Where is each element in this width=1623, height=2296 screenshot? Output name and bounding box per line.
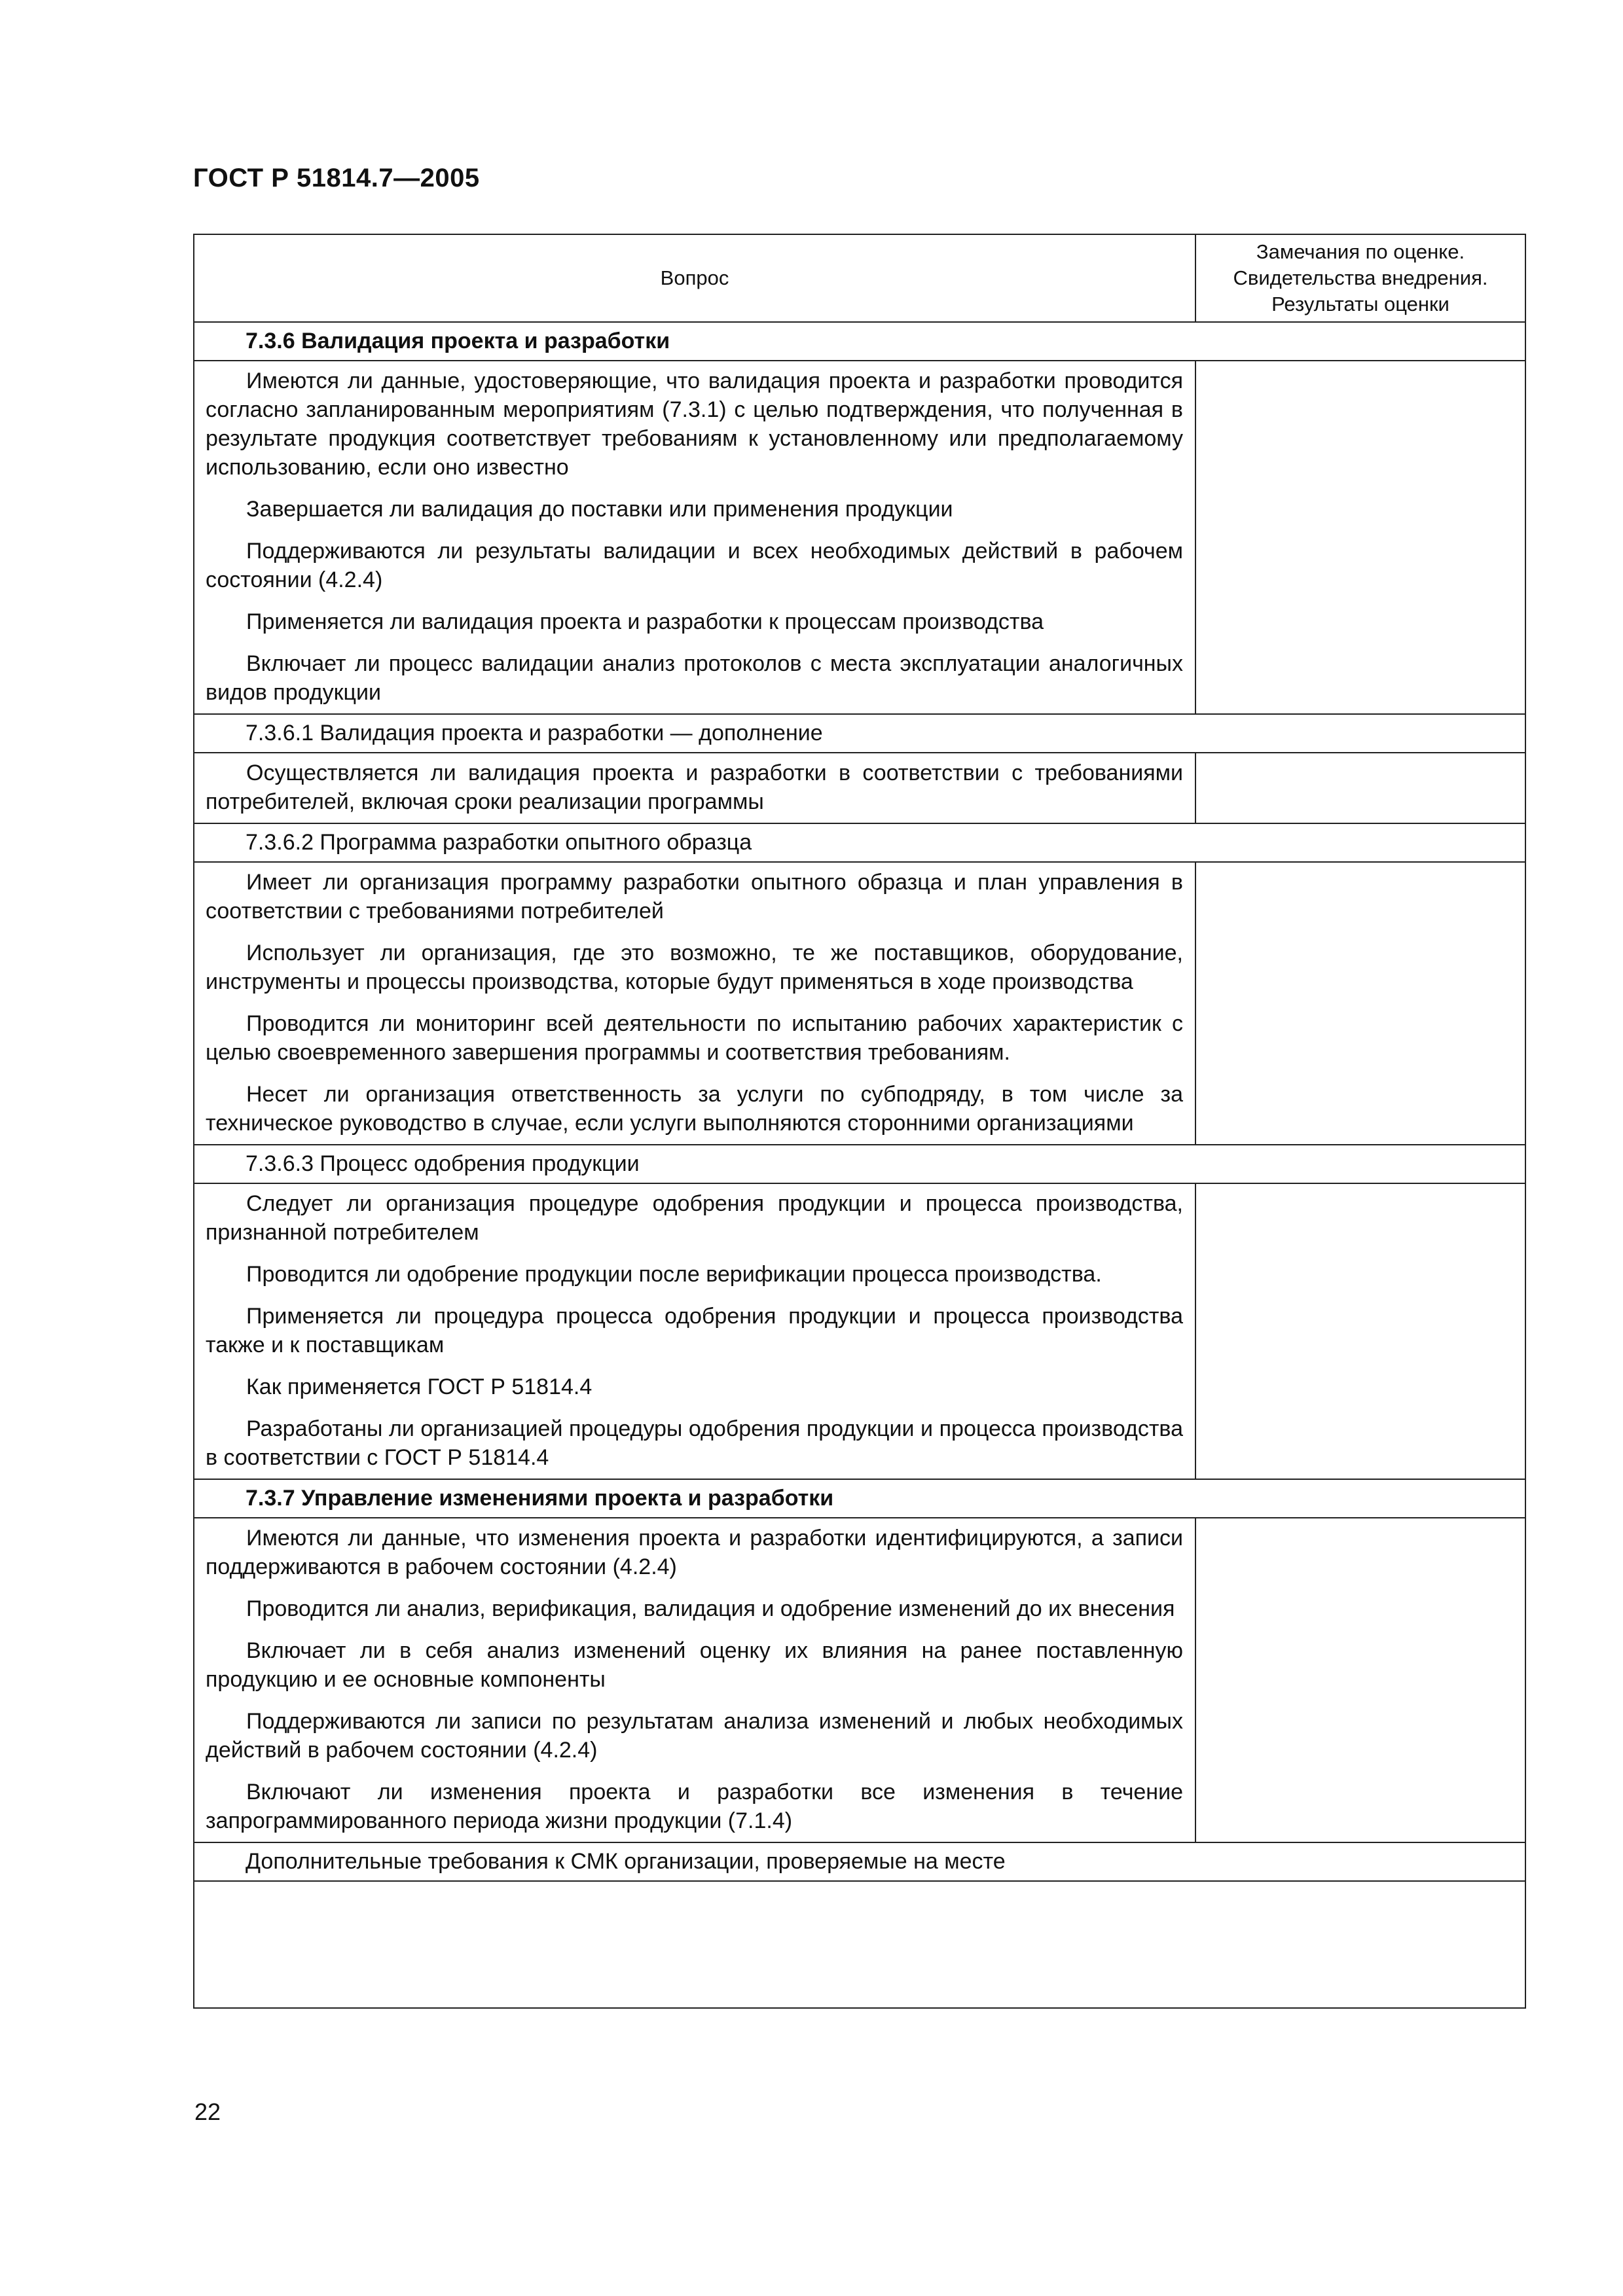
section-heading: 7.3.6.2 Программа разработки опытного образца	[194, 823, 1525, 862]
questions-cell	[194, 862, 1195, 1145]
notes-header-line: Замечания по оценке.	[1256, 240, 1465, 263]
section-heading: 7.3.7 Управление изменениями проекта и разработки	[194, 1479, 1525, 1518]
checklist-table	[193, 234, 1526, 2009]
question-item: Поддерживаются ли записи по результатам анализа изменений и любых необходимых действий в рабочем состоянии (4.2.4)	[206, 1709, 1183, 1763]
page-number: 22	[194, 2098, 221, 2125]
question-item: Проводится ли анализ, верификация, валидация и одобрение изменений до их внесения	[246, 1596, 1175, 1621]
notes-cell[interactable]	[1195, 753, 1525, 823]
additional-requirements-heading: Дополнительные требования к СМК организации, проверяемые на месте	[194, 1842, 1525, 1881]
questions-cell	[194, 753, 1195, 823]
column-header-question: Вопрос	[194, 234, 1195, 322]
additional-requirements-row	[194, 1842, 1525, 1881]
blank-entry-cell[interactable]	[194, 1881, 1525, 2008]
question-item: Использует ли организация, где это возможно, те же поставщиков, оборудование, инструменты и процессы производства, которые будут применяться в ходе производства	[206, 941, 1183, 994]
blank-row	[194, 1881, 1525, 2008]
question-item: Поддерживаются ли результаты валидации и всех необходимых действий в рабочем состоянии (4.2.4)	[206, 539, 1183, 592]
question-item: Осуществляется ли валидация проекта и разработки в соответствии с требованиями потребителей, включая сроки реализации программы	[206, 761, 1183, 814]
table-header-row	[194, 234, 1525, 322]
question-item: Применяется ли валидация проекта и разработки к процессам производства	[246, 609, 1044, 634]
column-header-notes	[1195, 234, 1525, 322]
notes-header-line: Свидетельства внедрения.	[1233, 266, 1488, 289]
notes-header-line: Результаты оценки	[1271, 293, 1450, 315]
questions-row	[194, 1183, 1525, 1479]
notes-cell[interactable]	[1195, 862, 1525, 1145]
section-heading: 7.3.6.1 Валидация проекта и разработки — дополнение	[194, 714, 1525, 753]
section-heading-row	[194, 714, 1525, 753]
section-heading-row	[194, 1479, 1525, 1518]
question-item: Как применяется ГОСТ Р 51814.4	[246, 1374, 593, 1399]
question-item: Проводится ли одобрение продукции после верификации процесса производства.	[246, 1262, 1102, 1287]
notes-cell[interactable]	[1195, 1183, 1525, 1479]
notes-cell[interactable]	[1195, 1518, 1525, 1842]
notes-cell[interactable]	[1195, 361, 1525, 714]
question-item: Имеются ли данные, удостоверяющие, что валидация проекта и разработки проводится согласно запланированным мероприятиям (7.3.1) с целью подтверждения, что полученная в результате продукция соответствует требованиям к установленному или предполагаемому использованию, если оно известно	[206, 368, 1183, 480]
questions-row	[194, 862, 1525, 1145]
question-item: Следует ли организация процедуре одобрения продукции и процесса производства, признанной потребителем	[206, 1191, 1183, 1245]
question-item: Имеются ли данные, что изменения проекта и разработки идентифицируются, а записи поддерживаются в рабочем состоянии (4.2.4)	[206, 1526, 1183, 1579]
question-item: Имеет ли организация программу разработки опытного образца и план управления в соответствии с требованиями потребителей	[206, 870, 1183, 924]
question-item: Разработаны ли организацией процедуры одобрения продукции и процесса производства в соответствии с ГОСТ Р 51814.4	[206, 1416, 1183, 1470]
questions-cell	[194, 1183, 1195, 1479]
questions-row	[194, 753, 1525, 823]
questions-row	[194, 361, 1525, 714]
section-heading-row	[194, 322, 1525, 361]
question-item: Применяется ли процедура процесса одобрения продукции и процесса производства также и к поставщикам	[206, 1304, 1183, 1357]
question-item: Завершается ли валидация до поставки или применения продукции	[246, 497, 953, 522]
section-heading: 7.3.6.3 Процесс одобрения продукции	[194, 1145, 1525, 1183]
question-item: Включает ли процесс валидации анализ протоколов с места эксплуатации аналогичных видов продукции	[206, 651, 1183, 705]
section-heading: 7.3.6 Валидация проекта и разработки	[194, 322, 1525, 361]
table-body	[194, 322, 1525, 2008]
questions-row	[194, 1518, 1525, 1842]
question-item: Проводится ли мониторинг всей деятельности по испытанию рабочих характеристик с целью своевременного завершения программы и соответствия требованиям.	[206, 1011, 1183, 1065]
question-item: Включает ли в себя анализ изменений оценку их влияния на ранее поставленную продукцию и ее основные компоненты	[206, 1638, 1183, 1692]
section-heading-row	[194, 1145, 1525, 1183]
section-heading-row	[194, 823, 1525, 862]
document-code: ГОСТ Р 51814.7—2005	[193, 164, 480, 192]
question-item: Включают ли изменения проекта и разработки все изменения в течение запрограммированного периода жизни продукции (7.1.4)	[206, 1780, 1183, 1833]
questions-cell	[194, 1518, 1195, 1842]
question-item: Несет ли организация ответственность за услуги по субподряду, в том числе за техническое руководство в случае, если услуги выполняются сторонними организациями	[206, 1082, 1183, 1136]
questions-cell	[194, 361, 1195, 714]
